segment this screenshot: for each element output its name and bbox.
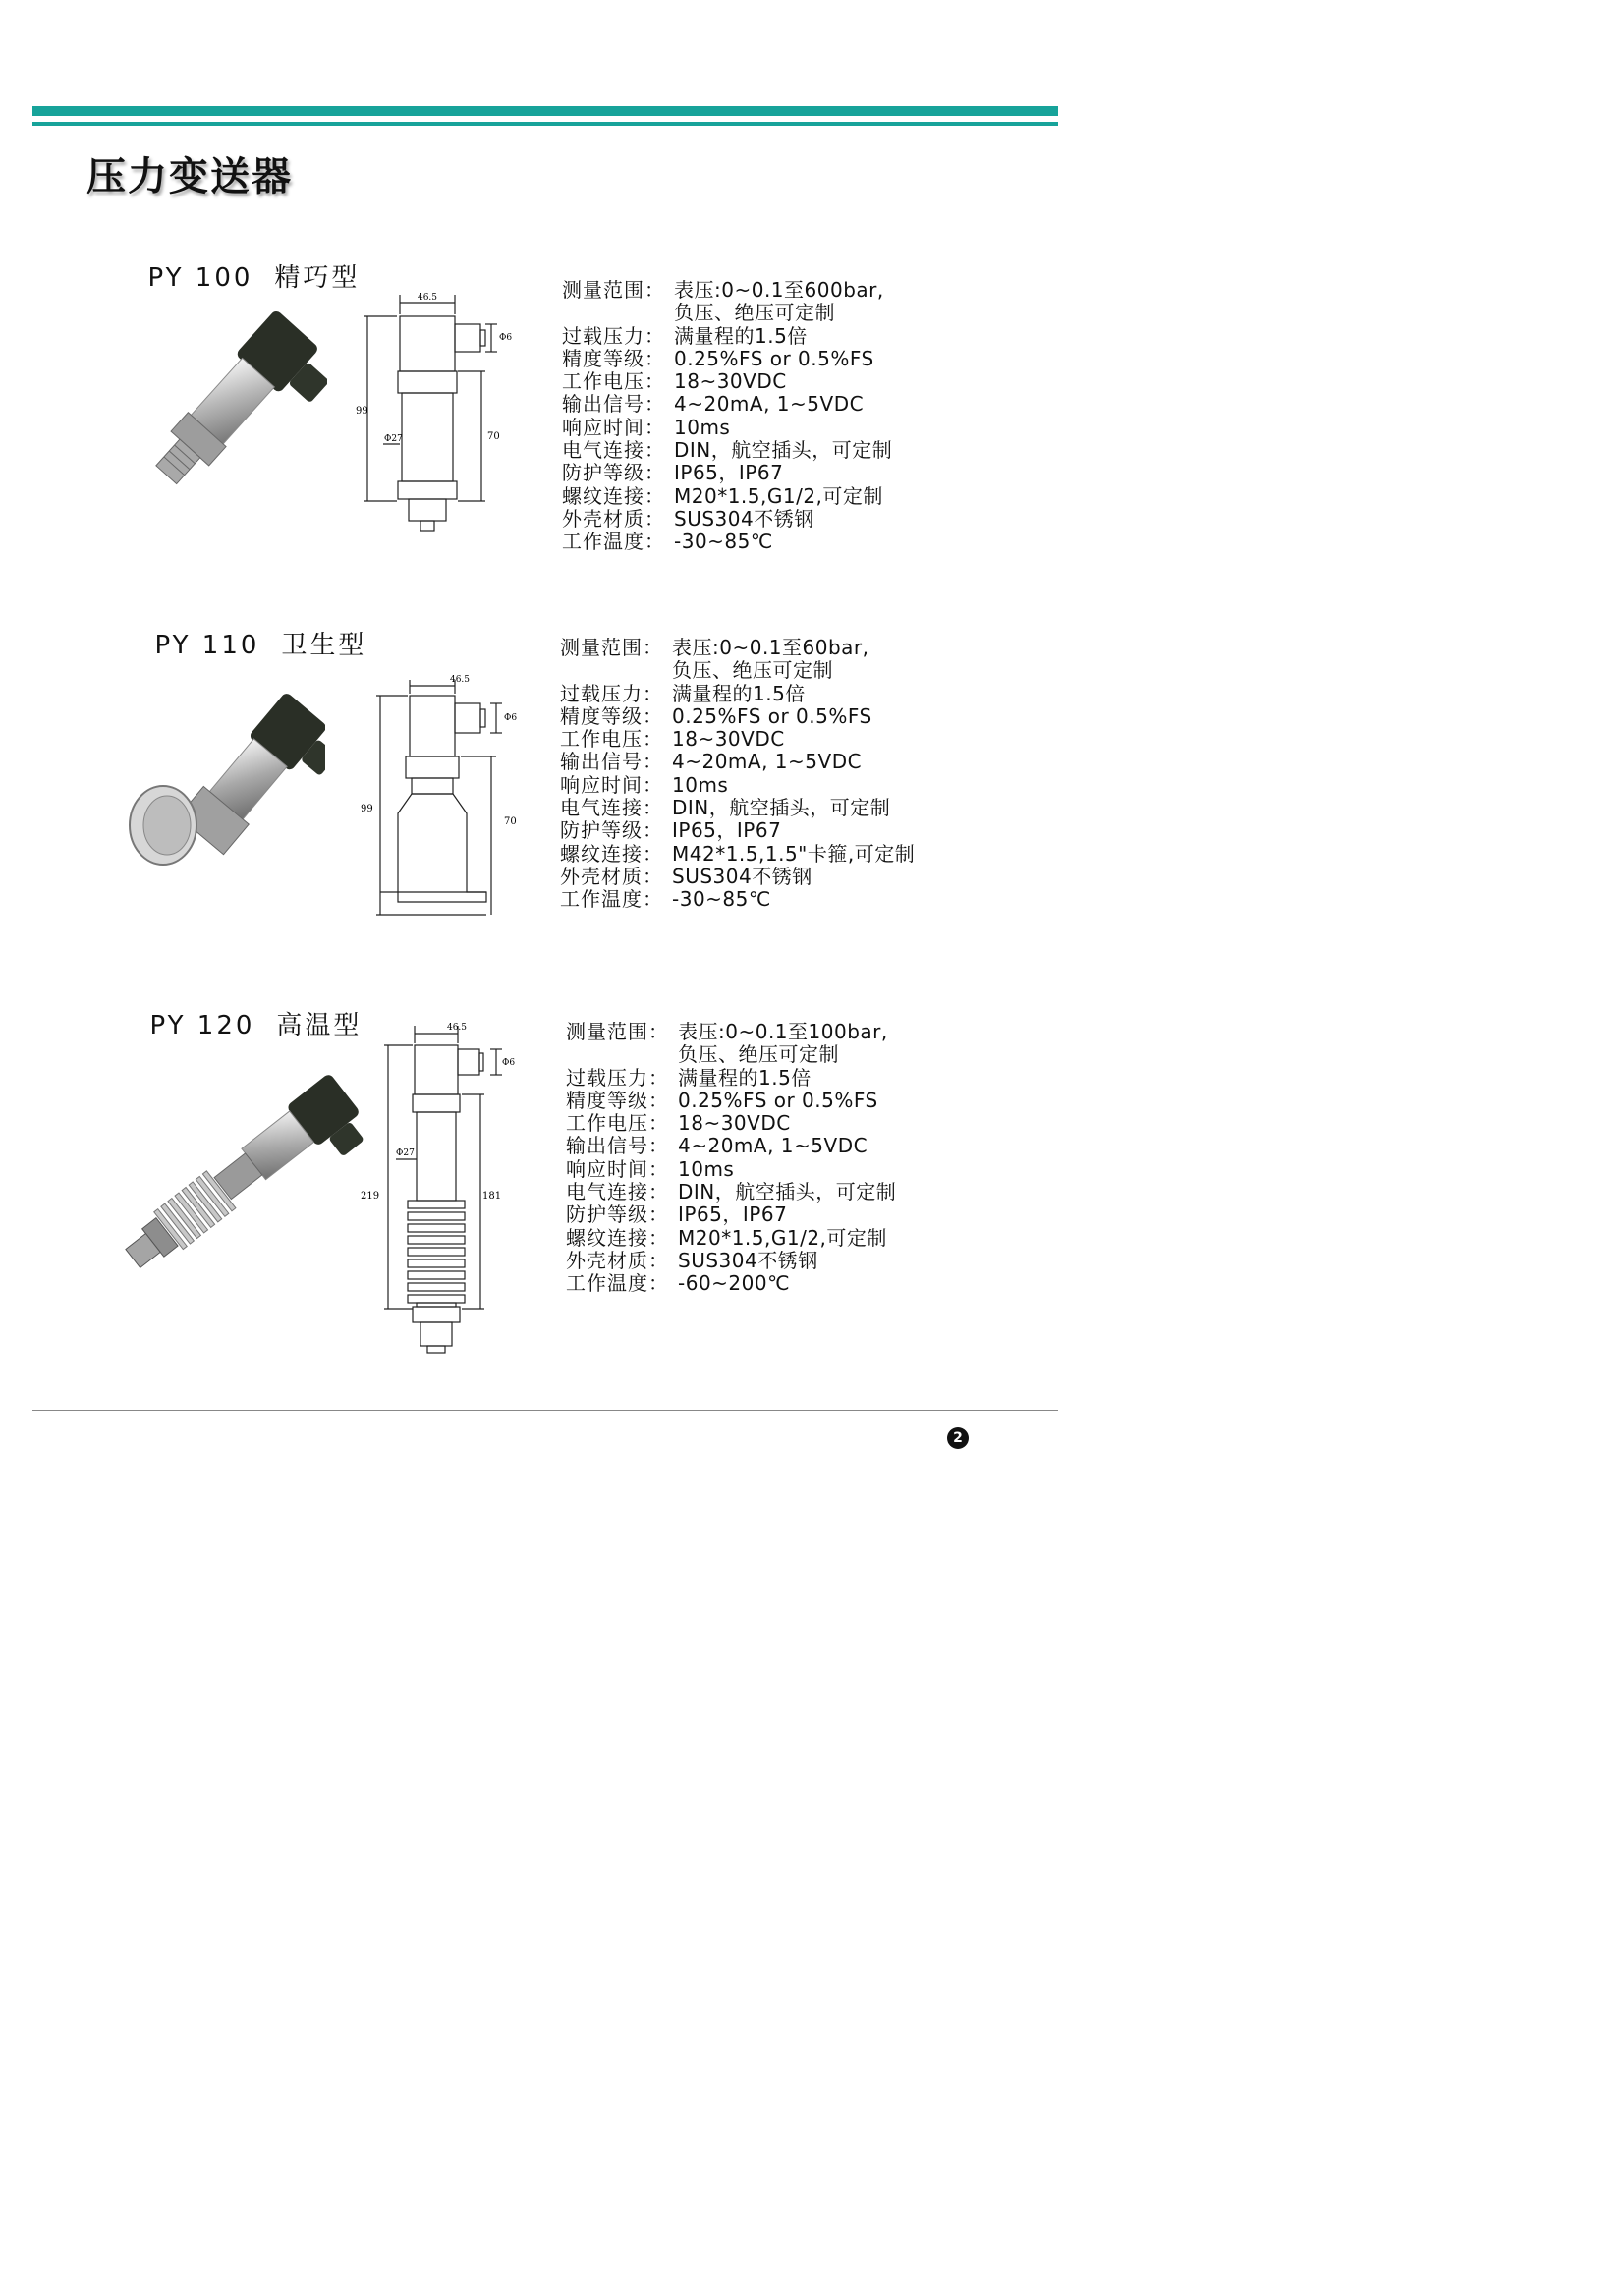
- model-name: 高温型: [276, 1011, 363, 1040]
- model-name: 卫生型: [281, 631, 367, 660]
- spec-row: 外壳材质： SUS304不锈钢: [566, 1248, 818, 1272]
- spec-row: 精度等级： 0.25%FS or 0.5%FS: [566, 1088, 878, 1112]
- spec-row: 电气连接： DIN，航空插头，可定制: [560, 796, 891, 820]
- dimension-drawing-py120: [359, 1022, 535, 1356]
- spec-row: 电气连接： DIN，航空插头，可定制: [562, 438, 893, 463]
- spec-row: 防护等级： IP65，IP67: [566, 1203, 788, 1227]
- spec-row: 响应时间： 10ms: [560, 772, 729, 797]
- dim-lower-label: 70: [504, 816, 517, 827]
- footer-rule: [32, 1410, 1058, 1411]
- spec-row: 输出信号： 4~20mA, 1~5VDC: [562, 392, 865, 417]
- spec-row: 精度等级： 0.25%FS or 0.5%FS: [562, 346, 874, 370]
- spec-row: 工作温度： -60~200℃: [566, 1271, 791, 1296]
- spec-row: 测量范围： 表压:0~0.1至600bar,: [562, 278, 884, 302]
- model-code: PY 100: [147, 263, 253, 293]
- spec-row: 防护等级： IP65，IP67: [562, 461, 784, 485]
- spec-list-py100: [562, 279, 892, 554]
- spec-row: 外壳材质： SUS304不锈钢: [562, 506, 814, 531]
- header-band-thin: [32, 122, 1058, 126]
- dim-lower-label: 181: [482, 1191, 502, 1202]
- dimension-drawing-py100: [354, 287, 521, 537]
- dim-plug-label: Φ6: [499, 333, 513, 343]
- page-title: 压力变送器: [86, 154, 293, 199]
- product-heading-py100: [126, 228, 360, 294]
- product-heading-py120: [128, 976, 362, 1041]
- spec-row: 工作温度： -30~85℃: [562, 530, 773, 554]
- spec-row: 螺纹连接： M20*1.5,G1/2,可定制: [566, 1225, 887, 1250]
- spec-row: 过载压力： 满量程的1.5倍: [566, 1065, 812, 1090]
- page-number: 2: [947, 1427, 969, 1449]
- spec-row: 测量范围： 表压:0~0.1至60bar,: [560, 636, 869, 659]
- spec-row: 工作电压： 18~30VDC: [566, 1111, 791, 1136]
- dim-plug-label: Φ6: [504, 713, 518, 723]
- dim-body-label: Φ27: [384, 434, 403, 444]
- spec-list-py110: [560, 637, 915, 912]
- spec-list-py120: [566, 1021, 896, 1296]
- dimension-drawing-py110: [359, 674, 535, 920]
- spec-row: 负压、绝压可定制: [672, 658, 833, 683]
- product-heading-py110: [133, 595, 366, 661]
- spec-row: 防护等级： IP65，IP67: [560, 818, 782, 843]
- product-photo-py120: [118, 1063, 364, 1284]
- product-photo-py110: [124, 686, 325, 868]
- dim-lower-label: 70: [487, 431, 500, 442]
- spec-row: 工作电压： 18~30VDC: [562, 369, 787, 394]
- dim-total-label: 99: [356, 406, 368, 417]
- dim-plug-label: Φ6: [502, 1058, 516, 1068]
- spec-row: 工作电压： 18~30VDC: [560, 727, 785, 752]
- spec-row: 测量范围： 表压:0~0.1至100bar,: [566, 1020, 888, 1043]
- product-photo-py100: [126, 300, 327, 511]
- spec-row: 响应时间： 10ms: [566, 1156, 735, 1181]
- spec-row: 精度等级： 0.25%FS or 0.5%FS: [560, 703, 872, 728]
- dim-width-label: 46.5: [446, 1023, 468, 1033]
- header-band-thick: [32, 106, 1058, 116]
- spec-row: 电气连接： DIN，航空插头，可定制: [566, 1180, 897, 1204]
- spec-row: 负压、绝压可定制: [678, 1042, 839, 1067]
- spec-row: 外壳材质： SUS304不锈钢: [560, 864, 812, 888]
- spec-row: 过载压力： 满量程的1.5倍: [560, 681, 806, 705]
- spec-row: 输出信号： 4~20mA, 1~5VDC: [566, 1134, 868, 1158]
- model-code: PY 120: [149, 1011, 255, 1040]
- dim-width-label: 46.5: [417, 293, 438, 303]
- spec-row: 螺纹连接： M42*1.5,1.5"卡箍,可定制: [560, 841, 916, 866]
- model-code: PY 110: [154, 631, 260, 660]
- model-name: 精巧型: [274, 263, 361, 293]
- spec-row: 输出信号： 4~20mA, 1~5VDC: [560, 750, 863, 774]
- spec-row: 负压、绝压可定制: [674, 301, 835, 325]
- spec-row: 工作温度： -30~85℃: [560, 887, 771, 912]
- spec-row: 响应时间： 10ms: [562, 415, 731, 439]
- dim-total-label: 99: [361, 804, 373, 814]
- dim-width-label: 46.5: [449, 675, 471, 685]
- spec-row: 过载压力： 满量程的1.5倍: [562, 323, 808, 348]
- spec-row: 螺纹连接： M20*1.5,G1/2,可定制: [562, 483, 883, 508]
- dim-body-label: Φ27: [396, 1148, 415, 1158]
- dim-total-label: 219: [361, 1191, 380, 1202]
